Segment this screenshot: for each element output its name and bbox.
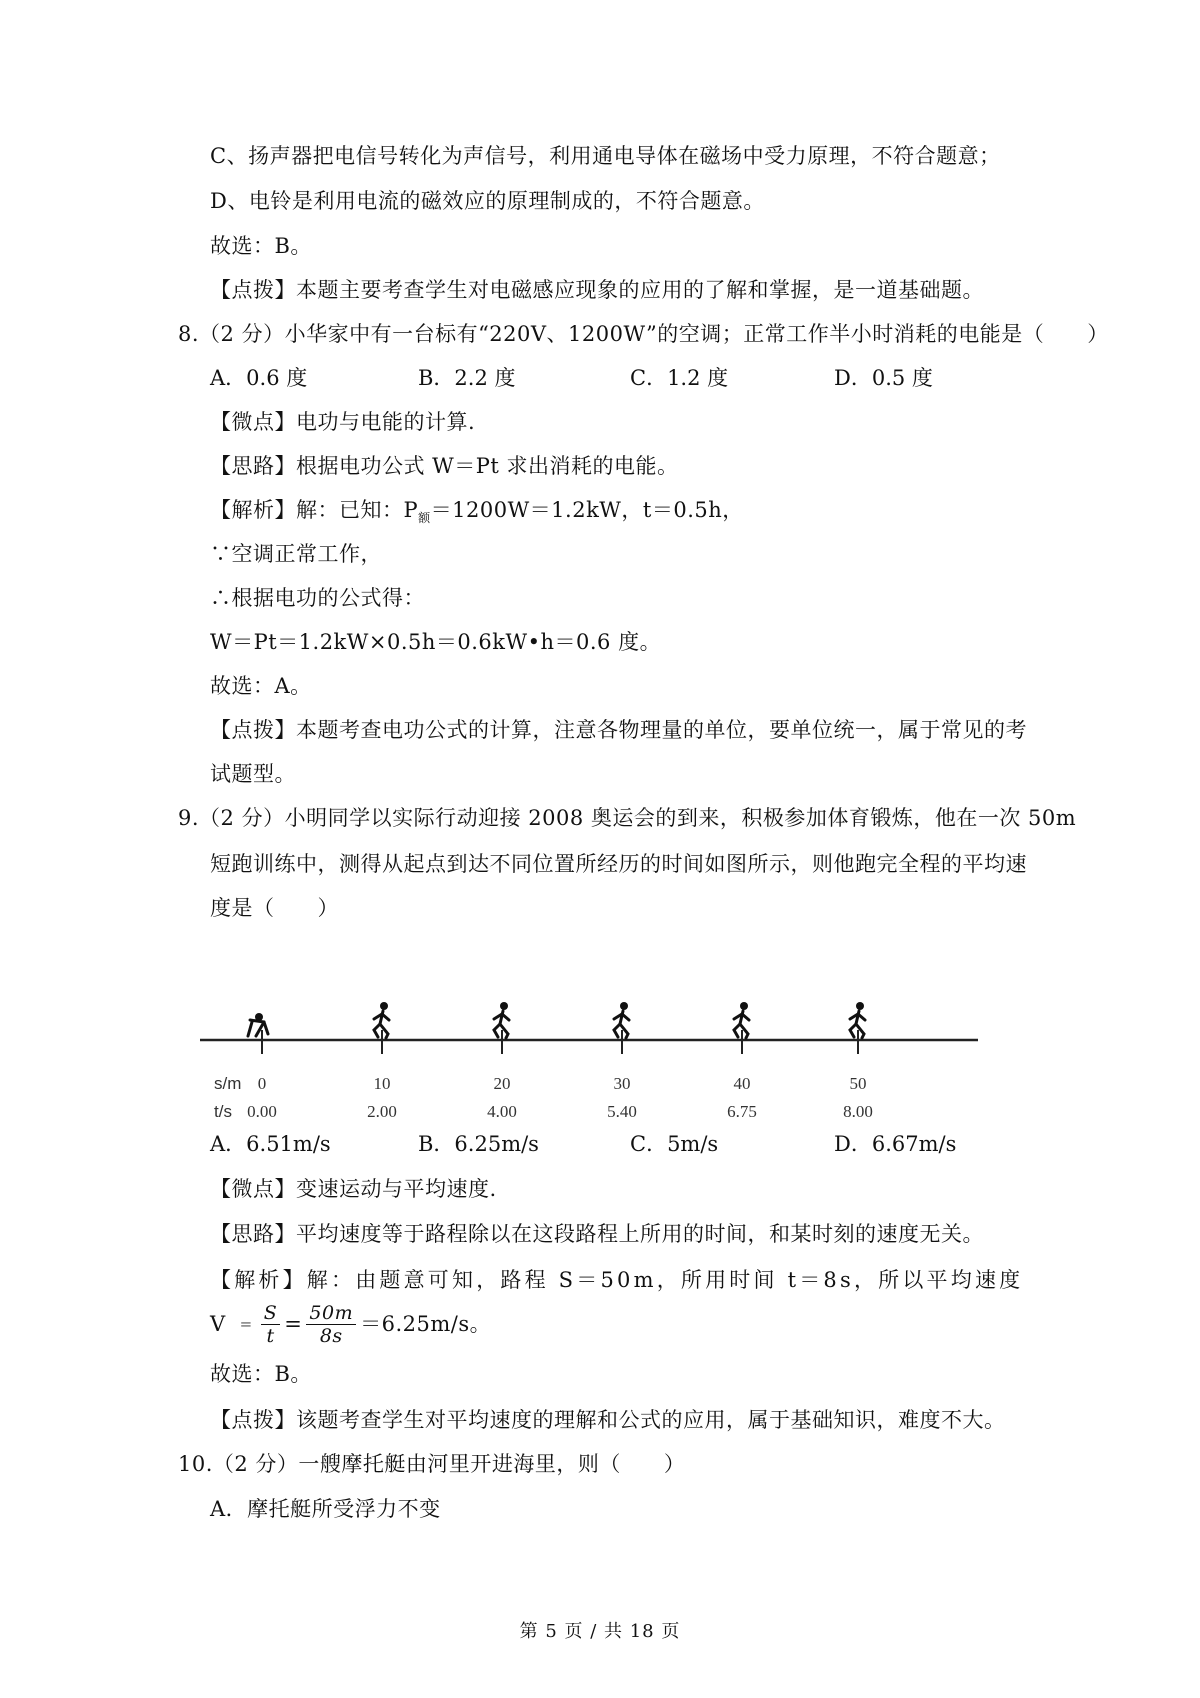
answer-c-line: C、扬声器把电信号转化为声信号，利用通电导体在磁场中受力原理，不符合题意； [210, 144, 1001, 168]
q9-option-b: B．6.25m/s [418, 1132, 539, 1156]
time-label: 8.00 [843, 1102, 873, 1121]
q8-jiexi-sub: 额 [418, 511, 431, 526]
position-label: 10 [373, 1074, 391, 1093]
q9-option-d: D．6.67m/s [834, 1132, 957, 1156]
q8-jiexi-a: 【解析】解：已知：P [210, 498, 419, 522]
q8-therefore: ∴根据电功的公式得： [210, 586, 425, 610]
q10-stem: 10.（2 分）一艘摩托艇由河里开进海里，则（ ） [178, 1452, 686, 1476]
frac1-den: t [266, 1324, 275, 1347]
fraction-s-over-t [261, 1302, 281, 1347]
crouching-runner-icon [248, 1013, 268, 1036]
frac2-num: 50m [306, 1302, 356, 1325]
frac1-num: S [261, 1302, 281, 1325]
position-label: 20 [493, 1074, 511, 1093]
q9-dianbo: 【点拨】该题考查学生对平均速度的理解和公式的应用，属于基础知识，难度不大。 [210, 1408, 1006, 1432]
q8-jiexi-b: ＝1200W＝1.2kW，t＝0.5h， [430, 498, 744, 522]
q9-option-a: A．6.51m/s [210, 1132, 331, 1156]
s-axis-label: s/m [214, 1074, 242, 1093]
q9-silu: 【思路】平均速度等于路程除以在这段路程上所用的时间，和某时刻的速度无关。 [210, 1222, 984, 1246]
q9-stem-2: 短跑训练中，测得从起点到达不同位置所经历的时间如图所示，则他跑完全程的平均速 [210, 852, 1027, 876]
running-track-figure [200, 1000, 980, 1130]
q8-dianbo-1: 【点拨】本题考查电功公式的计算，注意各物理量的单位，要单位统一，属于常见的考 [210, 718, 1027, 742]
q8-silu: 【思路】根据电功公式 W＝Pt 求出消耗的电能。 [210, 454, 679, 478]
q9-answer: 故选：B。 [210, 1362, 312, 1386]
frac2-den: 8s [319, 1324, 343, 1347]
position-label: 30 [613, 1074, 631, 1093]
formula-v: V [210, 1312, 226, 1336]
position-label: 0 [257, 1074, 267, 1093]
position-label: 40 [733, 1074, 751, 1093]
q9-weidian: 【微点】变速运动与平均速度. [210, 1177, 497, 1201]
q7-answer: 故选：B。 [210, 234, 312, 258]
page-footer: 第 5 页 / 共 18 页 [519, 1621, 681, 1642]
q8-option-d: D．0.5 度 [834, 366, 933, 390]
q9-option-c: C．5m/s [630, 1132, 719, 1156]
q10-option-a: A．摩托艇所受浮力不变 [210, 1497, 441, 1521]
q8-jiexi [210, 496, 744, 532]
answer-d-line: D、电铃是利用电流的磁效应的原理制成的，不符合题意。 [210, 189, 765, 213]
time-label: 2.00 [367, 1102, 397, 1121]
q8-calc: W＝Pt＝1.2kW×0.5h＝0.6kW•h＝0.6 度。 [210, 630, 662, 654]
q9-stem-1: 9.（2 分）小明同学以实际行动迎接 2008 奥运会的到来，积极参加体育锻炼，他在一次 50m [178, 806, 1077, 830]
q8-answer: 故选：A。 [210, 674, 312, 698]
q9-stem-3: 度是（ ） [210, 896, 339, 920]
time-label: 6.75 [727, 1102, 757, 1121]
position-label: 50 [849, 1074, 867, 1093]
q8-because: ∵空调正常工作， [210, 542, 382, 566]
q8-dianbo-2: 试题型。 [210, 762, 296, 786]
q8-option-a: A．0.6 度 [210, 366, 308, 390]
q8-option-b: B．2.2 度 [418, 366, 516, 390]
formula-eq2: = [284, 1312, 303, 1336]
time-label: 0.00 [247, 1102, 277, 1121]
q9-formula [210, 1296, 491, 1352]
t-axis-label: t/s [214, 1102, 232, 1121]
time-label: 5.40 [607, 1102, 637, 1121]
formula-result: ＝6.25m/s。 [360, 1312, 492, 1336]
fraction-50m-over-8s [306, 1302, 356, 1347]
q8-weidian: 【微点】电功与电能的计算. [210, 410, 476, 434]
q9-jiexi: 【解析】解：由题意可知，路程 S＝50m，所用时间 t＝8s，所以平均速度 [210, 1268, 1024, 1292]
time-label: 4.00 [487, 1102, 517, 1121]
q8-stem: 8.（2 分）小华家中有一台标有“220V、1200W”的空调；正常工作半小时消耗的电能是（ ） [178, 322, 1109, 346]
formula-eq1: = [239, 1315, 253, 1333]
q7-dianbo: 【点拨】本题主要考查学生对电磁感应现象的应用的了解和掌握，是一道基础题。 [210, 278, 984, 302]
q8-option-c: C．1.2 度 [630, 366, 729, 390]
